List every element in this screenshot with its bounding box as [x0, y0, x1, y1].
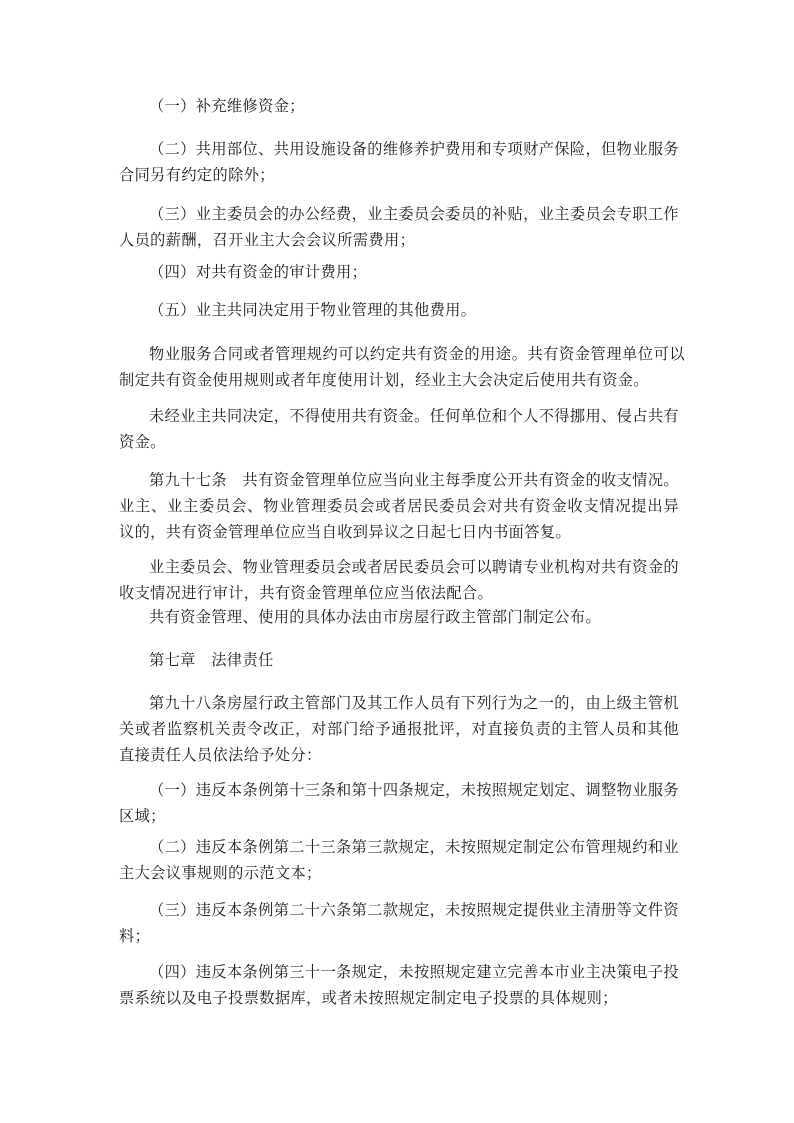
article-98: 第九十八条房屋行政主管部门及其工作人员有下列行为之一的，由上级主管机关或者监察机关责令改正，对部门给予通报批评，对直接负责的主管人员和其他直接责任人员依法给予处分： [119, 694, 679, 764]
chapter-7-heading: 第七章 法律责任 [149, 651, 274, 669]
paragraph-item-2: （二）共用部位、共用设施设备的维修养护费用和专项财产保险，但物业服务合同另有约定的除外； [119, 140, 679, 184]
violation-item-4: （四）违反本条例第三十一条规定，未按照规定建立完善本市业主决策电子投票系统以及电子投票数据库，或者未按照规定制定电子投票的具体规则； [119, 963, 679, 1007]
paragraph-audit: 业主委员会、物业管理委员会或者居民委员会可以聘请专业机构对共有资金的收支情况进行审计，共有资金管理单位应当依法配合。 [119, 558, 679, 602]
paragraph-item-3: （三）业主委员会的办公经费，业主委员会委员的补贴，业主委员会专职工作人员的薪酬，召开业主大会会议所需费用； [119, 205, 679, 249]
paragraph-prohibition: 未经业主共同决定，不得使用共有资金。任何单位和个人不得挪用、侵占共有资金。 [119, 407, 679, 451]
paragraph-measures: 共有资金管理、使用的具体办法由市房屋行政主管部门制定公布。 [149, 608, 602, 626]
violation-item-3: （三）违反本条例第二十六条第二款规定，未按照规定提供业主清册等文件资料； [119, 901, 679, 945]
paragraph-item-4: （四）对共有资金的审计费用； [149, 263, 368, 281]
paragraph-usage-rules: 物业服务合同或者管理规约可以约定共有资金的用途。共有资金管理单位可以制定共有资金使用规则或者年度使用计划，经业主大会决定后使用共有资金。 [119, 345, 685, 389]
paragraph-item-1: （一）补充维修资金； [149, 97, 305, 115]
violation-item-1: （一）违反本条例第十三条和第十四条规定，未按照规定划定、调整物业服务区域； [119, 781, 679, 825]
violation-item-2: （二）违反本条例第二十三条第三款规定，未按照规定制定公布管理规约和业主大会议事规则的示范文本； [119, 838, 679, 882]
paragraph-item-5: （五）业主共同决定用于物业管理的其他费用。 [149, 301, 477, 319]
article-97: 第九十七条 共有资金管理单位应当向业主每季度公开共有资金的收支情况。业主、业主委员会、物业管理委员会或者居民委员会对共有资金收支情况提出异议的，共有资金管理单位应当自收到异议之日起七日内书面答复。 [119, 471, 679, 541]
